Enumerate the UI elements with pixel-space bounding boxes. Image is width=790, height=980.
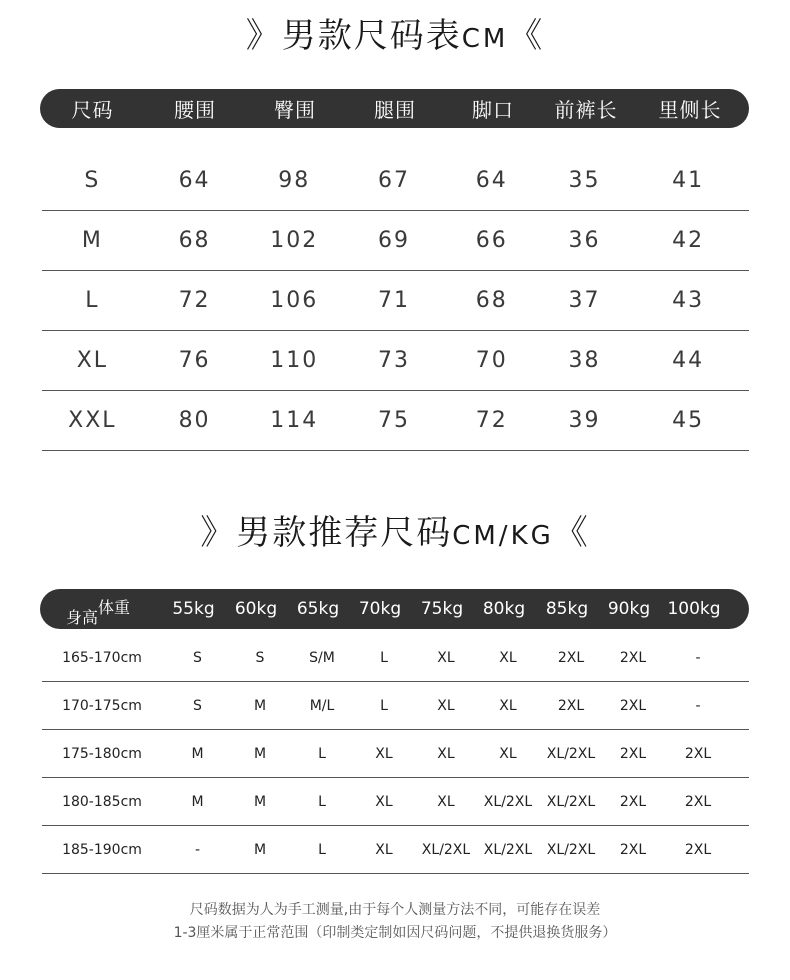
size-cell: S	[193, 697, 202, 714]
size-cell: XL/2XL	[421, 841, 471, 858]
corner-height-label: 身高	[66, 608, 99, 627]
waist-cell: 76	[178, 348, 211, 373]
waist-cell: 80	[178, 408, 211, 433]
size-cell: -	[695, 697, 701, 714]
height-label: 180-185cm	[62, 793, 142, 810]
size-cell: S/M	[309, 649, 335, 666]
header-inseam: 里侧长	[658, 98, 722, 122]
hem-cell: 70	[475, 348, 508, 373]
size-cell: 2XL	[619, 697, 647, 714]
size-table-body	[42, 151, 749, 451]
recommend-table-title-text: 》男款推荐尺码	[200, 513, 453, 553]
height-label: 170-175cm	[62, 697, 142, 714]
size-cell: XXL	[68, 408, 117, 433]
size-cell: S	[84, 168, 101, 193]
size-cell: XL	[375, 793, 393, 810]
table-row	[42, 151, 749, 211]
size-cell: XL	[437, 649, 455, 666]
header-front-length: 前裤长	[554, 98, 618, 122]
table-row	[42, 391, 749, 451]
height-cell	[42, 650, 166, 666]
table-row	[42, 826, 749, 874]
size-cell: XL/2XL	[546, 841, 596, 858]
size-cell: 2XL	[619, 841, 647, 858]
size-cell: S	[193, 649, 202, 666]
size-cell: S	[255, 649, 265, 666]
size-cell: 2XL	[557, 649, 585, 666]
size-cell: 2XL	[619, 793, 647, 810]
size-table-title-unit: CM	[461, 24, 509, 54]
size-cell: XL	[375, 841, 393, 858]
header-thigh: 腿围	[374, 98, 416, 122]
size-cell: M	[253, 697, 267, 714]
hem-cell: 64	[475, 168, 508, 193]
size-cell: XL/2XL	[483, 793, 533, 810]
weight-header: 90kg	[607, 599, 651, 619]
table-row	[42, 682, 749, 730]
header-size: 尺码	[71, 98, 114, 122]
height-label: 165-170cm	[62, 649, 142, 666]
hem-cell: 72	[475, 408, 508, 433]
hip-cell: 98	[278, 168, 311, 193]
front-length-cell: 36	[568, 228, 601, 253]
height-label: 175-180cm	[62, 745, 142, 762]
size-table-header	[40, 89, 749, 128]
front-length-cell: 38	[568, 348, 601, 373]
size-table-title	[0, 8, 790, 57]
waist-cell: 64	[178, 168, 211, 193]
recommend-table-title-suffix: 《	[553, 513, 590, 553]
weight-header: 85kg	[545, 599, 589, 619]
table-row	[42, 271, 749, 331]
size-cell: XL	[499, 697, 517, 714]
measurement-note-line1: 尺码数据为人为手工测量,由于每个人测量方法不同，可能存在误差	[189, 902, 601, 918]
header-waist: 腰围	[174, 98, 216, 122]
table-row	[42, 634, 749, 682]
size-table-title-text: 》男款尺码表	[245, 16, 462, 56]
size-cell: M	[191, 793, 204, 810]
height-cell	[42, 842, 166, 858]
size-cell: XL/2XL	[546, 745, 596, 762]
front-length-cell: 35	[568, 168, 601, 193]
size-cell: XL	[437, 745, 455, 762]
recommend-table-title	[0, 505, 790, 554]
hip-cell: 110	[270, 348, 319, 373]
thigh-cell: 67	[378, 168, 410, 193]
size-table-title-suffix: 《	[508, 16, 545, 56]
size-cell: XL/2XL	[546, 793, 596, 810]
size-cell: XL	[499, 649, 517, 666]
weight-header: 80kg	[482, 599, 526, 619]
size-cell: M	[191, 745, 204, 762]
header-hip: 臀围	[274, 98, 316, 122]
hip-cell: 114	[270, 408, 319, 433]
inseam-cell: 44	[672, 348, 705, 373]
table-row	[42, 730, 749, 778]
size-cell: 2XL	[684, 793, 712, 810]
weight-header: 75kg	[420, 599, 464, 619]
size-cell: M	[253, 841, 267, 858]
height-cell	[42, 698, 166, 714]
hip-cell: 106	[270, 288, 319, 313]
front-length-cell: 37	[568, 288, 601, 313]
thigh-cell: 71	[378, 288, 410, 313]
size-cell: XL	[437, 793, 455, 810]
thigh-cell: 75	[378, 408, 410, 433]
size-cell: XL	[76, 348, 109, 373]
weight-header: 100kg	[667, 599, 721, 619]
size-cell: -	[194, 841, 201, 858]
size-cell: XL	[499, 745, 517, 762]
size-cell: L	[318, 745, 326, 762]
height-cell	[42, 794, 166, 810]
size-cell: 2XL	[557, 697, 585, 714]
inseam-cell: 43	[672, 288, 705, 313]
size-cell: M	[253, 793, 267, 810]
waist-cell: 72	[178, 288, 211, 313]
thigh-cell: 73	[378, 348, 410, 373]
hip-cell: 102	[270, 228, 319, 253]
table-row	[42, 331, 749, 391]
table-row	[42, 778, 749, 826]
table-row	[42, 211, 749, 271]
size-cell: L	[318, 841, 326, 858]
size-cell: XL	[375, 745, 393, 762]
recommend-table-body	[42, 634, 749, 874]
weight-header: 65kg	[296, 599, 340, 619]
hem-cell: 68	[475, 288, 508, 313]
weight-header: 60kg	[234, 599, 278, 619]
corner-header	[40, 589, 162, 629]
size-cell: 2XL	[684, 745, 712, 762]
size-cell: 2XL	[619, 745, 647, 762]
size-cell: 2XL	[619, 649, 647, 666]
size-cell: M/L	[309, 697, 335, 714]
size-cell: XL/2XL	[483, 841, 533, 858]
recommend-table-title-unit: CM/KG	[452, 521, 554, 551]
size-cell: 2XL	[684, 841, 712, 858]
header-hem: 脚口	[472, 98, 514, 122]
size-cell: XL	[437, 697, 455, 714]
size-cell: L	[318, 793, 326, 810]
inseam-cell: 45	[672, 408, 705, 433]
waist-cell: 68	[178, 228, 211, 253]
size-cell: L	[85, 288, 100, 313]
measurement-note-line2: 1-3厘米属于正常范围（印制类定制如因尺码问题，不提供退换货服务）	[173, 925, 617, 941]
inseam-cell: 41	[672, 168, 705, 193]
weight-header: 70kg	[358, 599, 402, 619]
height-label: 185-190cm	[62, 841, 142, 858]
hem-cell: 66	[475, 228, 508, 253]
inseam-cell: 42	[672, 228, 705, 253]
size-cell: M	[253, 745, 267, 762]
front-length-cell: 39	[568, 408, 601, 433]
recommend-table-header	[40, 589, 749, 629]
size-cell: M	[81, 228, 103, 253]
size-cell: L	[380, 649, 388, 666]
size-cell: -	[695, 649, 701, 666]
corner-weight-label: 体重	[98, 598, 131, 617]
weight-header: 55kg	[172, 599, 215, 619]
size-cell: L	[380, 697, 388, 714]
height-cell	[42, 746, 166, 762]
thigh-cell: 69	[378, 228, 410, 253]
